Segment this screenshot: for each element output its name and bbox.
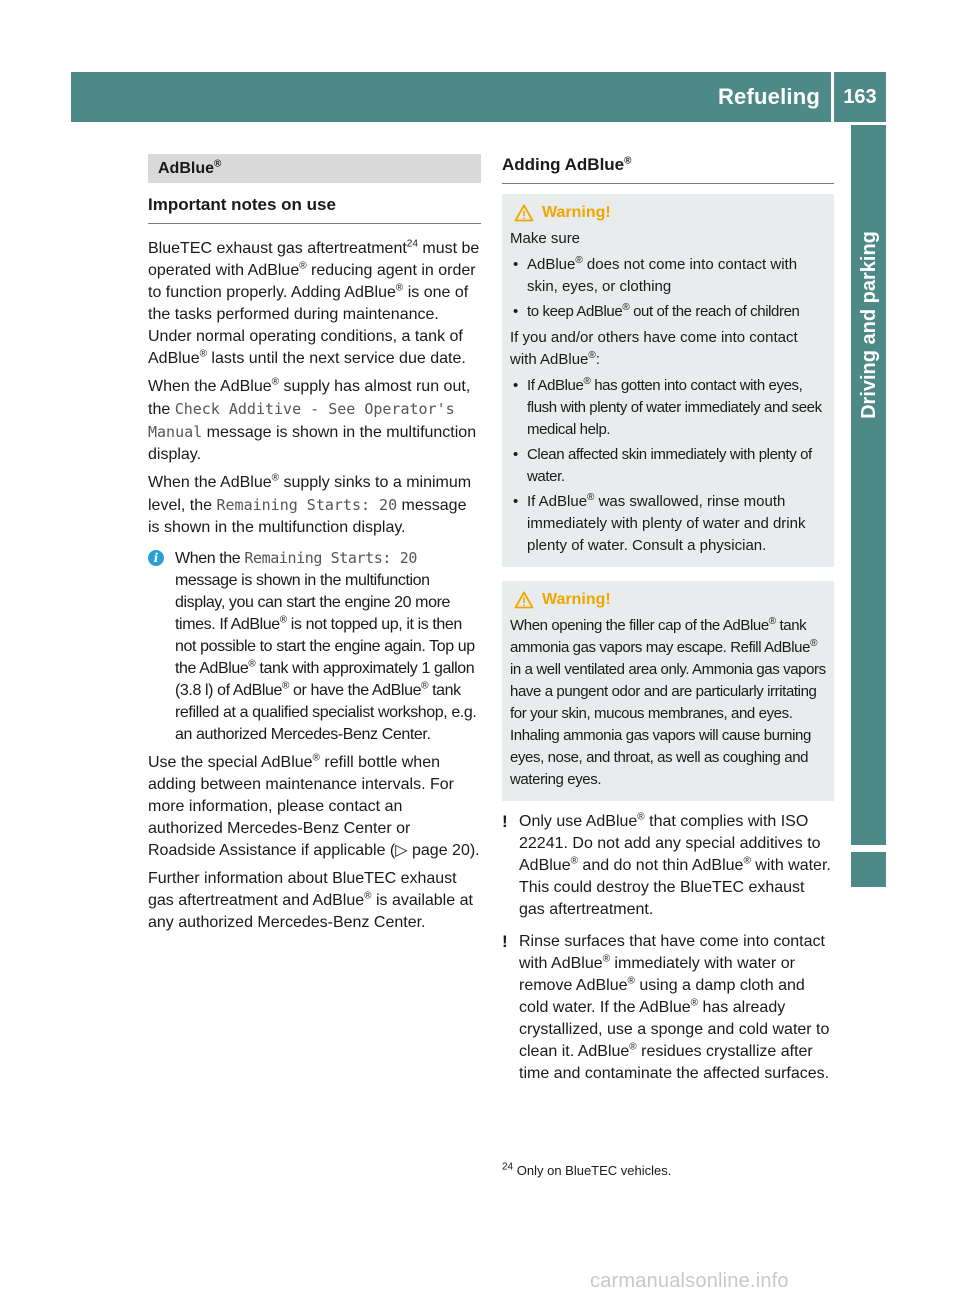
page-number: 163 <box>843 86 877 108</box>
warning-triangle-icon <box>514 591 534 609</box>
footnote: $^{24}$ Only on BlueTEC vehicles. <box>502 1161 672 1178</box>
watermark: carmanualsonline.info <box>590 1270 789 1292</box>
right-column <box>502 154 834 1085</box>
section-heading-adblue: AdBlue® <box>148 154 481 183</box>
warning-list-make-sure <box>510 254 826 323</box>
list-item: • Clean affected skin immediately with plenty of water. <box>510 444 826 488</box>
info-icon: i <box>148 550 164 566</box>
warning-title: Warning! <box>510 202 826 224</box>
page-ref-arrow-icon[interactable]: ▷ <box>395 842 408 859</box>
list-item: • If AdBlue® was swallowed, rinse mouth immediately with plenty of water and drink plenty of water. Consult a physician. <box>510 491 826 557</box>
display-message-remaining-starts: Remaining Starts: 20 <box>216 496 398 514</box>
paragraph-almost-empty: When the AdBlue® supply has almost run out, the Check Additive - See Operator's Manual message is shown in the multifunction display. <box>148 376 477 463</box>
display-message-check-additive: Check Additive - See Operator's Manual <box>148 400 455 441</box>
caution-note-rinse: ! Rinse surfaces that have come into contact with AdBlue® immediately with water or remove AdBlue® using a damp cloth and cold water. If the AdBlue® has already crystallized, use a sponge and cold water to clean it. AdBlue® residues crystallize after time and contaminate the affected surfaces. <box>502 932 830 1082</box>
paragraph-intro: BlueTEC exhaust gas aftertreatment$^{24}$ must be operated with AdBlue® reducing agent in order to function properly. Adding AdBlue® is one of the tasks performed during maintenance. Under normal operating conditions, a tank of AdBlue® lasts until the next service due date. <box>148 238 480 367</box>
exclamation-icon: ! <box>502 932 508 951</box>
left-column <box>148 154 481 934</box>
warning-triangle-icon <box>514 204 534 222</box>
side-tab-label-wrap <box>851 125 886 525</box>
side-tab-label: Driving and parking <box>857 231 880 419</box>
header-title-wrap <box>0 72 826 122</box>
page-title: Refueling <box>717 84 820 109</box>
list-item: • to keep AdBlue® out of the reach of children <box>510 301 826 323</box>
section-heading-adding-adblue: Adding AdBlue® <box>502 154 834 184</box>
warning-box-contact: Warning! Make sure • AdBlue® does not come into contact with skin, eyes, or clothing • to keep AdBlue® out of the reach of children If you and/or others have come into contact with AdBlue®: • If AdBlue® has gotten into contact with eyes, flush with plenty of water immediately and seek medical help. • Clean affected skin immediately with plenty of water. • If AdBlue® was swallowed, rinse mouth immediately with plenty of water and drink plenty of water. Consult a physician. <box>502 194 834 567</box>
page-number-box <box>834 72 886 122</box>
warning-box-ammonia: Warning! When opening the filler cap of the AdBlue® tank ammonia gas vapors may escape. Refill AdBlue® in a well ventilated area only. Ammonia gas vapors have a pungent odor and are particularly irritating for your skin, mucous membranes, and eyes. Inhaling ammonia gas vapors will cause burning eyes, nose, and throat, as well as coughing and watering eyes. <box>502 581 834 801</box>
list-item: • If AdBlue® has gotten into contact with eyes, flush with plenty of water immediately and seek medical help. <box>510 375 826 441</box>
side-square <box>851 852 886 887</box>
warning-list-first-aid <box>510 375 826 557</box>
subheading-important-notes: Important notes on use <box>148 194 481 224</box>
paragraph-minimum-level: When the AdBlue® supply sinks to a minimum level, the Remaining Starts: 20 message is shown in the multifunction display. <box>148 472 472 536</box>
caution-note-iso: ! Only use AdBlue® that complies with ISO 22241. Do not add any special additives to AdBlue® and do not thin AdBlue® with water. This could destroy the BlueTEC exhaust gas aftertreatment. <box>502 811 831 918</box>
exclamation-icon: ! <box>502 812 508 831</box>
paragraph-further-info: Further information about BlueTEC exhaust gas aftertreatment and AdBlue® is available at any authorized Mercedes-Benz Center. <box>148 870 473 931</box>
paragraph-refill-bottle: Use the special AdBlue® refill bottle when adding between maintenance intervals. For more information, please contact an authorized Mercedes-Benz Center or Roadside Assistance if applicable (▷ page 20). <box>148 752 480 859</box>
warning-title: Warning! <box>510 589 826 611</box>
info-note: i When the Remaining Starts: 20 message is shown in the multifunction display, you can start the engine 20 more times. If AdBlue® is not topped up, it is then not possible to start the engine again. Top up the AdBlue® tank with approximately 1 gallon (3.8 l) of AdBlue® or have the AdBlue® tank refilled at a qualified specialist workshop, e.g. an authorized Mercedes-Benz Center. <box>148 547 481 746</box>
list-item: • AdBlue® does not come into contact with skin, eyes, or clothing <box>510 254 826 298</box>
